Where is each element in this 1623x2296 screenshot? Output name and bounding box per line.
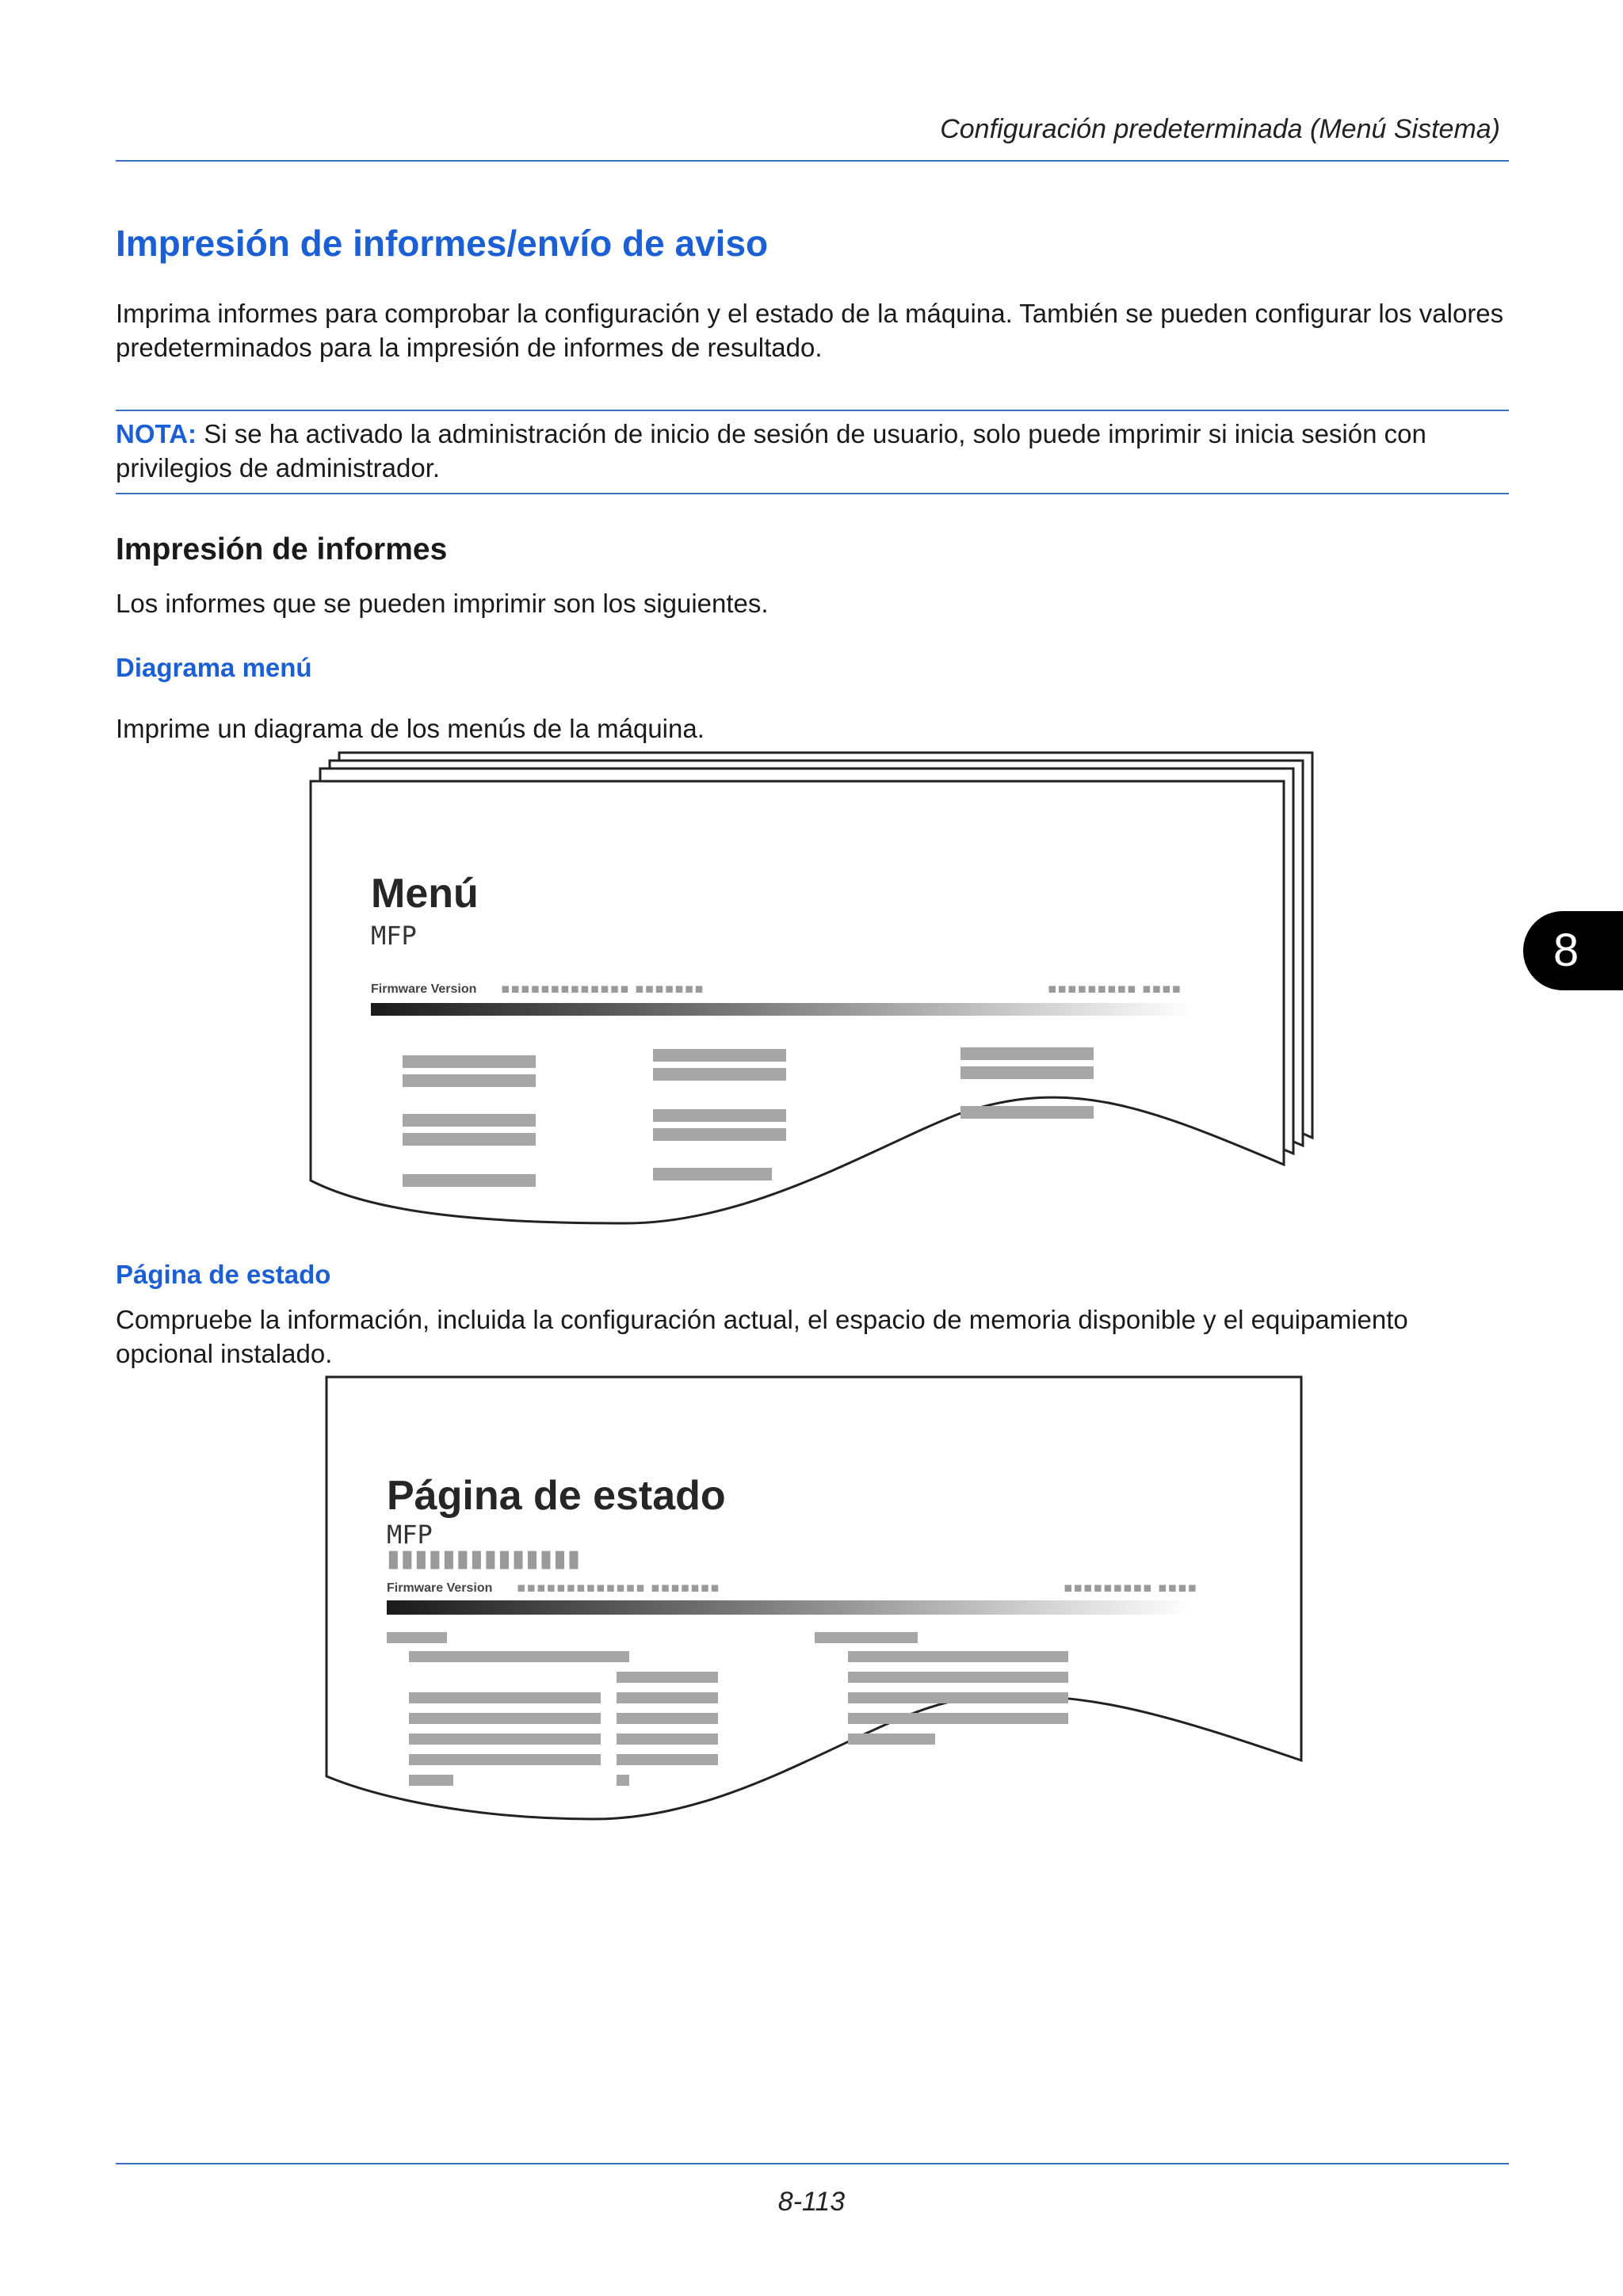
- status-page-illustration: [317, 1371, 1316, 1830]
- header-rule: [116, 160, 1509, 162]
- status-firmware-right: ▪▪▪▪▪▪▪▪▪ ▪▪▪▪: [1064, 1580, 1198, 1596]
- footer-rule: [116, 2163, 1509, 2164]
- status-illustration-serial: ▮▮▮▮▮▮▮▮▮▮▮▮▮▮: [387, 1545, 582, 1573]
- menu-block: [403, 1174, 536, 1187]
- menu-block: [403, 1114, 536, 1127]
- menu-diagram-description: Imprime un diagrama de los menús de la máquina.: [116, 714, 705, 743]
- menu-block: [960, 1047, 1094, 1060]
- chapter-tab: [1523, 911, 1623, 990]
- status-block: [409, 1754, 601, 1765]
- menu-illustration-subtitle: MFP: [371, 921, 417, 951]
- status-block: [617, 1692, 718, 1703]
- menu-firmware-value: ▪▪▪▪▪▪▪▪▪▪▪▪▪ ▪▪▪▪▪▪▪: [501, 981, 705, 997]
- status-firmware-value: ▪▪▪▪▪▪▪▪▪▪▪▪▪ ▪▪▪▪▪▪▪: [517, 1580, 720, 1596]
- menu-block: [653, 1128, 786, 1141]
- menu-block: [403, 1055, 536, 1068]
- menu-block: [653, 1168, 772, 1180]
- status-firmware-label: Firmware Version: [387, 1581, 493, 1595]
- page-number: 8-113: [777, 2187, 846, 2217]
- menu-firmware-label: Firmware Version: [371, 982, 477, 996]
- status-block: [617, 1775, 629, 1786]
- status-block: [617, 1672, 718, 1683]
- status-block: [409, 1692, 601, 1703]
- status-block: [409, 1651, 629, 1662]
- status-page-heading: Página de estado: [116, 1260, 331, 1289]
- status-block: [848, 1733, 935, 1745]
- note-top-rule: [116, 410, 1509, 411]
- note-text: Si se ha activado la administración de inicio de sesión de usuario, solo puede imprimir si inicia sesión con privilegios de administrador.: [116, 419, 1426, 482]
- status-block: [387, 1632, 447, 1643]
- menu-illustration-title: Menú: [371, 871, 479, 917]
- menu-block: [653, 1049, 786, 1062]
- chapter-number: 8: [1553, 925, 1579, 976]
- status-gradient-bar: [387, 1600, 1192, 1615]
- menu-block: [403, 1074, 536, 1087]
- subsection-title: Impresión de informes: [116, 532, 448, 566]
- status-block: [617, 1754, 718, 1765]
- status-block: [848, 1672, 1068, 1683]
- menu-diagram-heading: Diagrama menú: [116, 653, 312, 682]
- status-page-description: Compruebe la información, incluida la configuración actual, el espacio de memoria disponible y el equipamiento opcional instalado.: [116, 1305, 1408, 1368]
- running-header: Configuración predeterminada (Menú Sistema): [940, 114, 1500, 144]
- status-block: [848, 1692, 1068, 1703]
- note-bottom-rule: [116, 493, 1509, 494]
- note-label: NOTA:: [116, 419, 197, 448]
- menu-block: [403, 1133, 536, 1146]
- menu-block: [960, 1066, 1094, 1079]
- subsection-intro: Los informes que se pueden imprimir son los siguientes.: [116, 589, 769, 618]
- menu-block: [653, 1109, 786, 1122]
- menu-block: [653, 1068, 786, 1081]
- section-intro: Imprima informes para comprobar la configuración y el estado de la máquina. También se pueden configurar los valores predeterminados para la impresión de informes de resultado.: [116, 299, 1504, 362]
- status-block: [409, 1775, 453, 1786]
- status-block: [815, 1632, 918, 1643]
- status-block: [409, 1733, 601, 1745]
- status-block: [617, 1713, 718, 1724]
- menu-block: [960, 1106, 1094, 1119]
- menu-firmware-right: ▪▪▪▪▪▪▪▪▪ ▪▪▪▪: [1048, 981, 1182, 997]
- status-illustration-subtitle: MFP: [387, 1520, 433, 1550]
- status-block: [617, 1733, 718, 1745]
- section-title: Impresión de informes/envío de aviso: [116, 223, 769, 264]
- status-illustration-title: Página de estado: [387, 1473, 726, 1519]
- menu-gradient-bar: [371, 1003, 1195, 1016]
- status-block: [848, 1713, 1068, 1724]
- note: [116, 417, 1510, 485]
- status-block: [848, 1651, 1068, 1662]
- status-block: [409, 1713, 601, 1724]
